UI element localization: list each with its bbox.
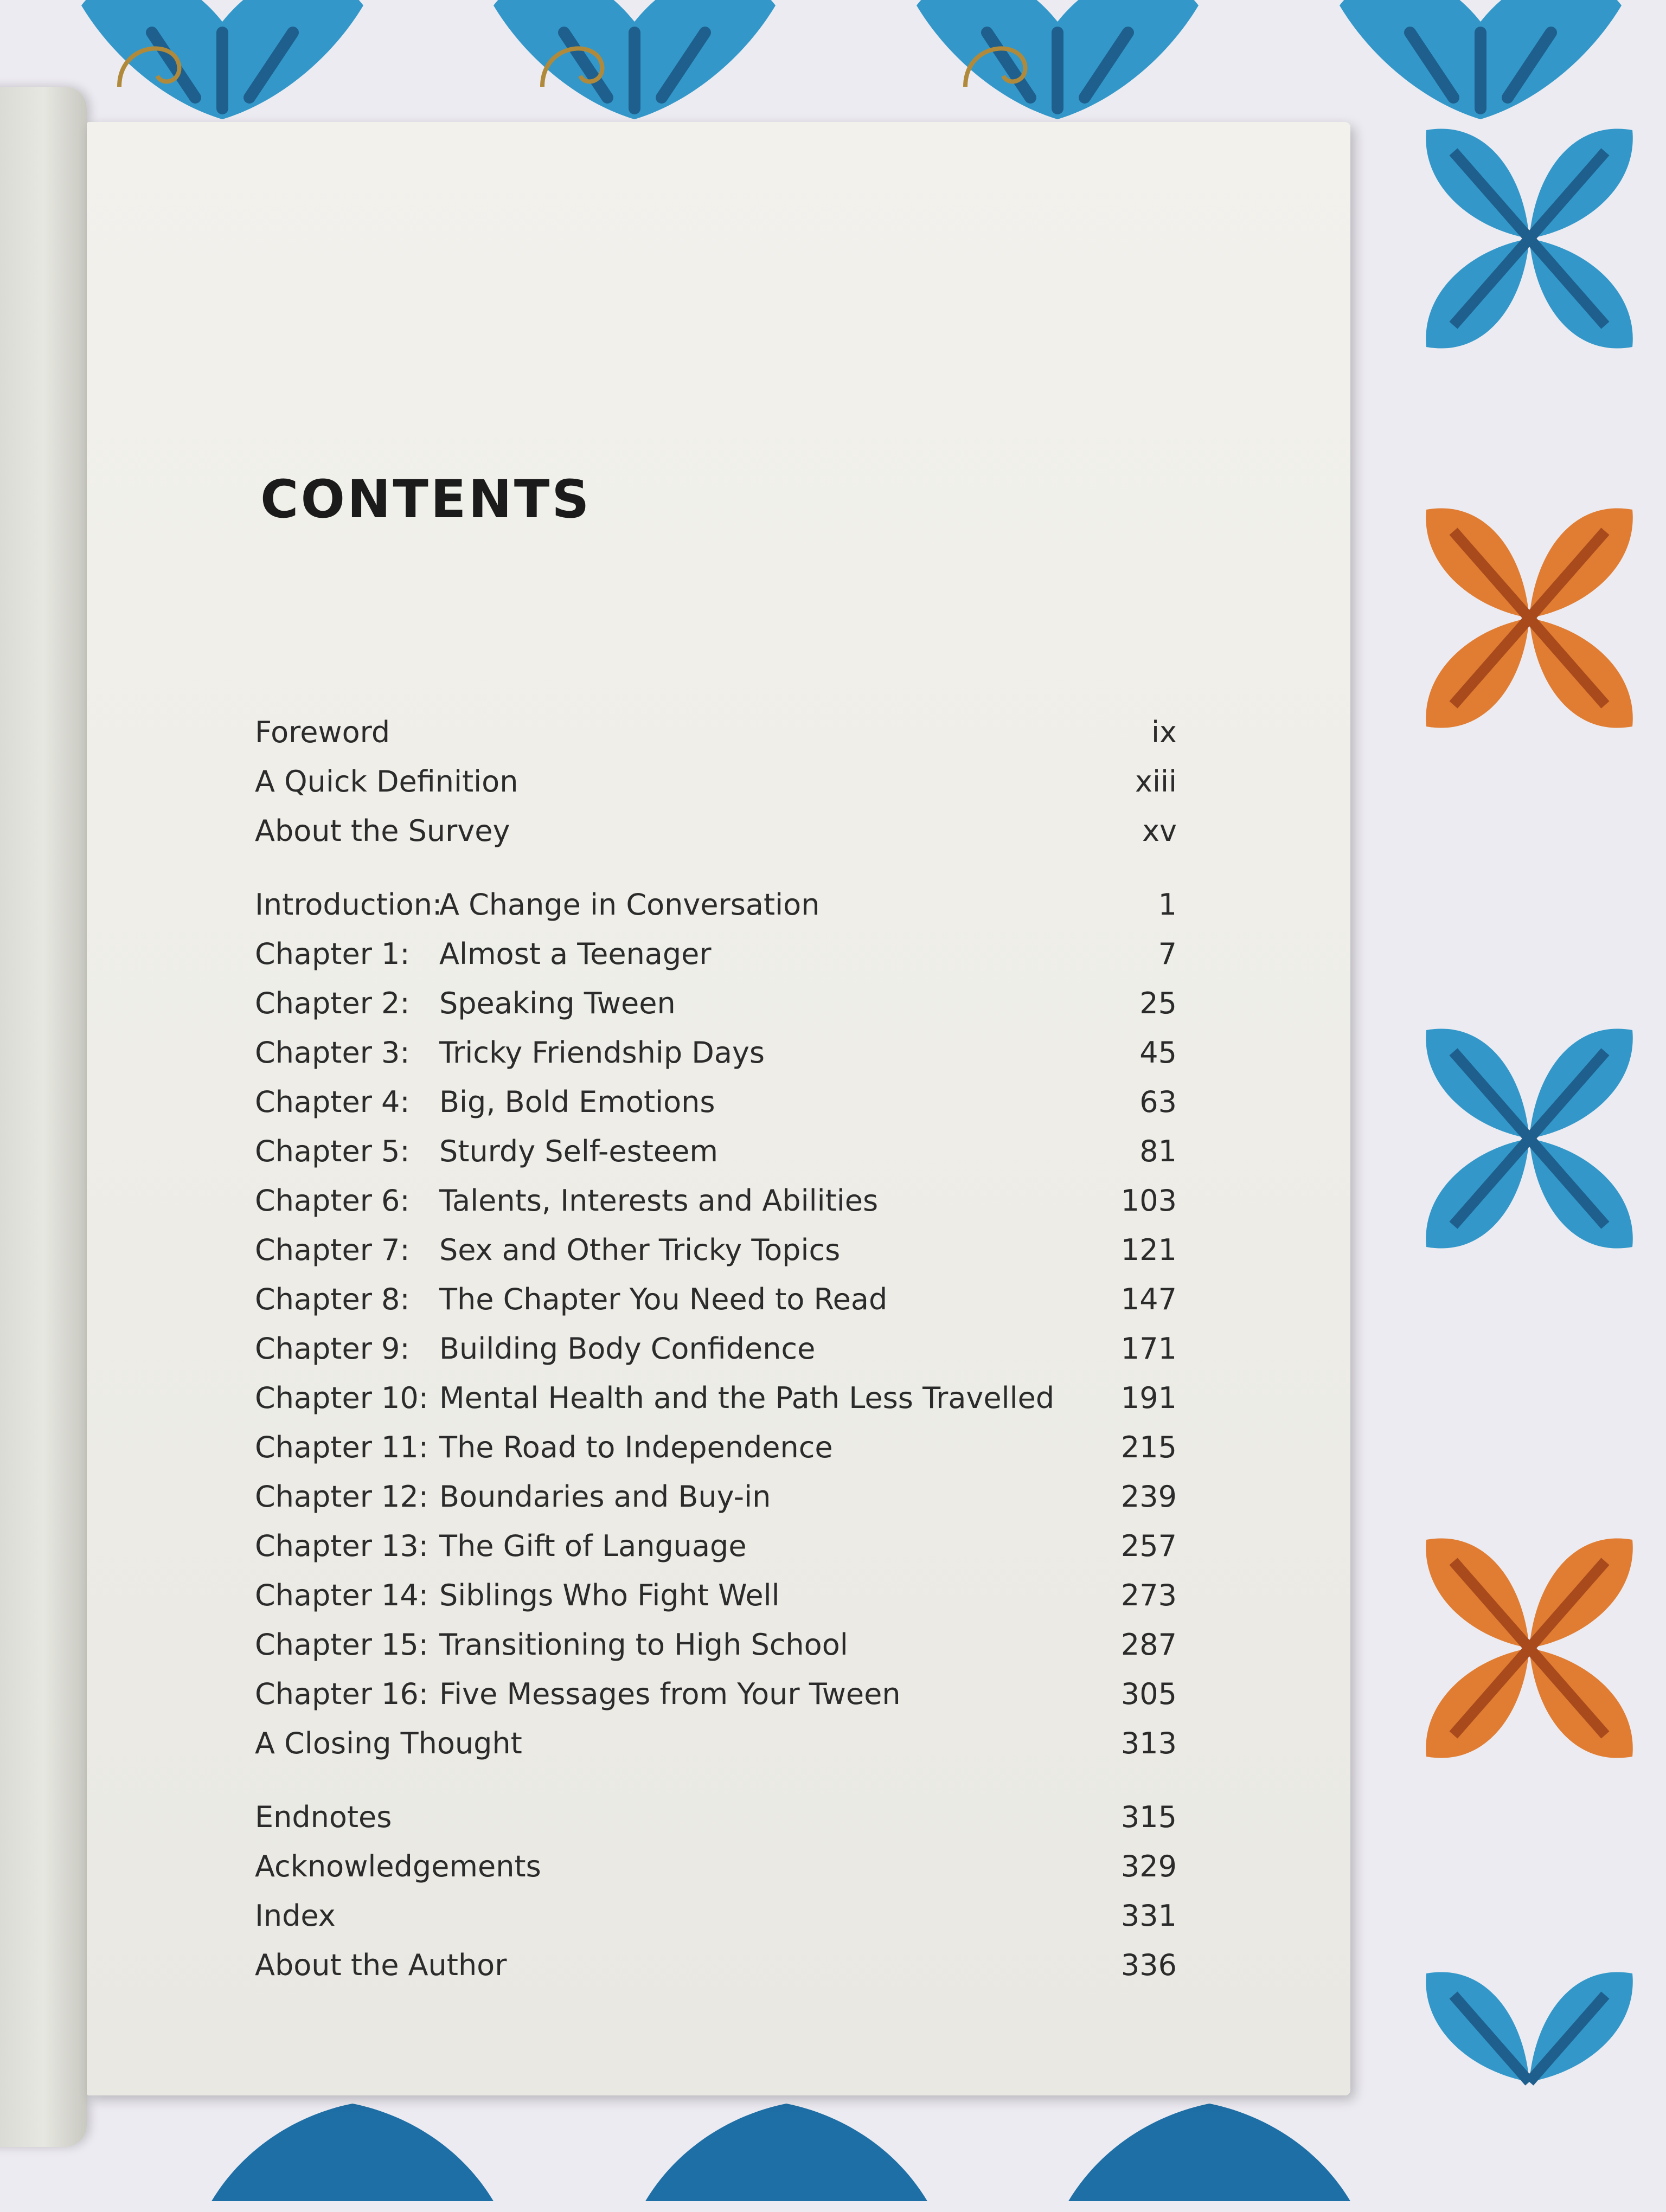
blue-flower-motif bbox=[1388, 1930, 1666, 2212]
gold-swirl-motif bbox=[954, 22, 1074, 108]
chapter-label: Chapter 5: bbox=[255, 1134, 410, 1168]
chapter-title: Almost a Teenager bbox=[439, 937, 712, 971]
gold-swirl-motif bbox=[108, 22, 228, 108]
chapter-title: Boundaries and Buy-in bbox=[439, 1480, 771, 1514]
chapter-title: The Chapter You Need to Read bbox=[439, 1282, 888, 1316]
chapter-title: Transitioning to High School bbox=[439, 1628, 848, 1662]
page-title: CONTENTS bbox=[260, 469, 592, 530]
entry-title: A Quick Definition bbox=[255, 764, 518, 799]
entry-page: ix bbox=[1151, 715, 1177, 749]
entry-page: xv bbox=[1142, 814, 1177, 848]
chapter-title: The Road to Independence bbox=[439, 1430, 833, 1464]
entry-page: 25 bbox=[1139, 986, 1177, 1020]
entry-page: 313 bbox=[1120, 1726, 1177, 1760]
blue-flower-motif bbox=[163, 2093, 542, 2212]
entry-page: 171 bbox=[1120, 1332, 1177, 1366]
entry-page: 239 bbox=[1120, 1480, 1177, 1514]
toc-entry-chapter bbox=[255, 1472, 1177, 1521]
entry-page: 331 bbox=[1120, 1899, 1177, 1933]
toc-entry-chapter bbox=[255, 1521, 1177, 1571]
chapter-label: Chapter 12: bbox=[255, 1480, 428, 1514]
entry-page: 45 bbox=[1139, 1036, 1177, 1070]
entry-title: About the Author bbox=[255, 1948, 507, 1982]
chapter-label: Chapter 13: bbox=[255, 1529, 428, 1563]
entry-title: Index bbox=[255, 1899, 336, 1933]
gold-swirl-motif bbox=[531, 22, 651, 108]
toc-entry-quick-definition bbox=[255, 757, 1177, 806]
chapter-title: Talents, Interests and Abilities bbox=[439, 1184, 879, 1218]
chapter-label: Chapter 3: bbox=[255, 1036, 410, 1070]
section-spacer bbox=[255, 856, 1177, 880]
toc-entry-endnotes bbox=[255, 1792, 1177, 1842]
chapter-label: Chapter 1: bbox=[255, 937, 410, 971]
entry-page: 81 bbox=[1139, 1134, 1177, 1168]
toc-entry-chapter bbox=[255, 1423, 1177, 1472]
toc-entry-closing-thought bbox=[255, 1719, 1177, 1768]
entry-page: 63 bbox=[1139, 1085, 1177, 1119]
table-of-contents bbox=[255, 708, 1177, 1990]
toc-entry-about-author bbox=[255, 1940, 1177, 1990]
orange-flower-motif bbox=[1388, 1496, 1666, 1800]
orange-flower-motif bbox=[1388, 466, 1666, 770]
chapter-label: Chapter 2: bbox=[255, 986, 410, 1020]
toc-entry-foreword bbox=[255, 708, 1177, 757]
entry-title: Endnotes bbox=[255, 1800, 392, 1834]
chapter-title: A Change in Conversation bbox=[439, 888, 820, 922]
toc-entry-chapter bbox=[255, 1127, 1177, 1176]
chapter-title: Big, Bold Emotions bbox=[439, 1085, 715, 1119]
chapter-title: Mental Health and the Path Less Travelled bbox=[439, 1381, 1055, 1415]
entry-page: 191 bbox=[1120, 1381, 1177, 1415]
entry-page: 215 bbox=[1120, 1430, 1177, 1464]
toc-entry-chapter bbox=[255, 1225, 1177, 1275]
entry-page: 315 bbox=[1120, 1800, 1177, 1834]
chapter-label: Chapter 7: bbox=[255, 1233, 410, 1267]
chapter-title: Sturdy Self-esteem bbox=[439, 1134, 718, 1168]
toc-entry-about-survey bbox=[255, 806, 1177, 856]
entry-page: xiii bbox=[1135, 764, 1177, 799]
toc-entry-chapter bbox=[255, 979, 1177, 1028]
toc-entry-chapter bbox=[255, 1571, 1177, 1620]
chapter-label: Chapter 8: bbox=[255, 1282, 410, 1316]
chapter-title: Five Messages from Your Tween bbox=[439, 1677, 901, 1711]
toc-entry-chapter bbox=[255, 1373, 1177, 1423]
entry-page: 147 bbox=[1120, 1282, 1177, 1316]
entry-title: A Closing Thought bbox=[255, 1726, 522, 1760]
chapter-label: Chapter 10: bbox=[255, 1381, 428, 1415]
chapter-title: The Gift of Language bbox=[439, 1529, 747, 1563]
entry-page: 305 bbox=[1120, 1677, 1177, 1711]
toc-entry-index bbox=[255, 1891, 1177, 1940]
chapter-label: Chapter 14: bbox=[255, 1578, 428, 1612]
chapter-label: Chapter 15: bbox=[255, 1628, 428, 1662]
entry-page: 121 bbox=[1120, 1233, 1177, 1267]
blue-flower-motif bbox=[1388, 87, 1666, 390]
toc-entry-chapter bbox=[255, 1028, 1177, 1077]
chapter-title: Siblings Who Fight Well bbox=[439, 1578, 780, 1612]
toc-entry-chapter bbox=[255, 1620, 1177, 1669]
entry-page: 287 bbox=[1120, 1628, 1177, 1662]
chapter-title: Tricky Friendship Days bbox=[439, 1036, 765, 1070]
chapter-title: Building Body Confidence bbox=[439, 1332, 816, 1366]
chapter-label: Chapter 4: bbox=[255, 1085, 410, 1119]
blue-flower-motif bbox=[1020, 2093, 1399, 2212]
chapter-title: Speaking Tween bbox=[439, 986, 676, 1020]
toc-entry-acknowledgements bbox=[255, 1842, 1177, 1891]
entry-page: 257 bbox=[1120, 1529, 1177, 1563]
chapter-title: Sex and Other Tricky Topics bbox=[439, 1233, 841, 1267]
chapter-label: Introduction: bbox=[255, 888, 443, 922]
toc-entry-chapter bbox=[255, 1324, 1177, 1373]
blue-flower-motif bbox=[597, 2093, 976, 2212]
entry-title: Foreword bbox=[255, 715, 390, 749]
book-page bbox=[87, 122, 1350, 2095]
entry-title: About the Survey bbox=[255, 814, 510, 848]
toc-entry-chapter bbox=[255, 929, 1177, 979]
toc-entry-chapter bbox=[255, 880, 1177, 929]
chapter-label: Chapter 6: bbox=[255, 1184, 410, 1218]
toc-entry-chapter bbox=[255, 1176, 1177, 1225]
entry-page: 336 bbox=[1120, 1948, 1177, 1982]
toc-entry-chapter bbox=[255, 1669, 1177, 1719]
chapter-label: Chapter 9: bbox=[255, 1332, 410, 1366]
entry-page: 273 bbox=[1120, 1578, 1177, 1612]
entry-page: 7 bbox=[1158, 937, 1177, 971]
section-spacer bbox=[255, 1768, 1177, 1792]
chapter-label: Chapter 11: bbox=[255, 1430, 428, 1464]
entry-page: 103 bbox=[1120, 1184, 1177, 1218]
toc-entry-chapter bbox=[255, 1077, 1177, 1127]
blue-flower-motif bbox=[1388, 987, 1666, 1290]
entry-page: 329 bbox=[1120, 1849, 1177, 1883]
previous-page-edge bbox=[0, 87, 87, 2147]
chapter-label: Chapter 16: bbox=[255, 1677, 428, 1711]
toc-entry-chapter bbox=[255, 1275, 1177, 1324]
entry-page: 1 bbox=[1158, 888, 1177, 922]
entry-title: Acknowledgements bbox=[255, 1849, 541, 1883]
